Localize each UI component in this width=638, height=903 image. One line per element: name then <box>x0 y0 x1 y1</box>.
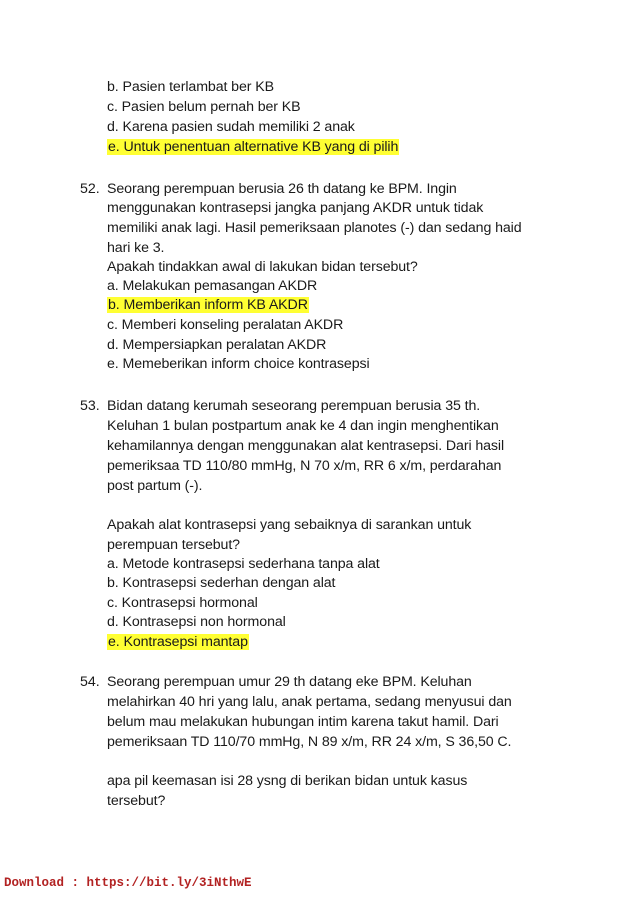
q52-option-d: d. Mempersiapkan peralatan AKDR <box>107 337 327 353</box>
q53-option-e-answer <box>107 633 249 651</box>
q54-question: tersebut? <box>107 793 166 809</box>
q53-text-line: post partum (-). <box>107 478 203 494</box>
q53-question: Apakah alat kontrasepsi yang sebaiknya di sarankan untuk <box>107 517 472 533</box>
question-number-54: 54. <box>80 674 100 690</box>
q54-text-line: melahirkan 40 hri yang lalu, anak pertama, sedang menyusui dan <box>107 694 512 710</box>
option-e-answer <box>107 138 399 156</box>
q53-option-a: a. Metode kontrasepsi sederhana tanpa alat <box>107 556 380 572</box>
q52-question: Apakah tindakkan awal di lakukan bidan tersebut? <box>107 259 418 275</box>
option-d: d. Karena pasien sudah memiliki 2 anak <box>107 119 355 135</box>
q52-option-c: c. Memberi konseling peralatan AKDR <box>107 317 344 333</box>
q52-text-line: memiliki anak lagi. Hasil pemeriksaan planotes (-) dan sedang haid <box>107 220 522 236</box>
q53-text-line: kehamilannya dengan menggunakan alat kentrasepsi. Dari hasil <box>107 438 505 454</box>
q54-text-line: pemeriksaan TD 110/70 mmHg, N 89 x/m, RR 24 x/m, S 36,50 C. <box>107 734 512 750</box>
q52-option-a: a. Melakukan pemasangan AKDR <box>107 278 318 294</box>
q54-text-line: Seorang perempuan umur 29 th datang eke BPM. Keluhan <box>107 674 472 690</box>
q53-text-line: Bidan datang kerumah seseorang perempuan berusia 35 th. <box>107 398 481 414</box>
question-number-53: 53. <box>80 398 100 414</box>
answer-highlight: b. Memberikan inform KB AKDR <box>108 297 308 313</box>
q52-option-e: e. Memeberikan inform choice kontrasepsi <box>107 356 370 372</box>
option-c: c. Pasien belum pernah ber KB <box>107 99 301 115</box>
q52-text-line: hari ke 3. <box>107 240 165 256</box>
option-b: b. Pasien terlambat ber KB <box>107 79 274 95</box>
answer-highlight: e. Untuk penentuan alternative KB yang di pilih <box>108 139 399 155</box>
download-link[interactable]: Download : https://bit.ly/3iNthwE <box>4 876 252 890</box>
q54-question: apa pil keemasan isi 28 ysng di berikan bidan untuk kasus <box>107 773 468 789</box>
q53-text-line: Keluhan 1 bulan postpartum anak ke 4 dan ingin menghentikan <box>107 418 499 434</box>
q52-text-line: Seorang perempuan berusia 26 th datang ke BPM. Ingin <box>107 181 457 197</box>
q52-text-line: menggunakan kontrasepsi jangka panjang AKDR untuk tidak <box>107 200 484 216</box>
q54-text-line: belum mau melakukan hubungan intim karena takut hamil. Dari <box>107 714 499 730</box>
q52-option-b-answer <box>107 296 309 314</box>
answer-highlight: e. Kontrasepsi mantap <box>108 634 248 650</box>
q53-option-d: d. Kontrasepsi non hormonal <box>107 614 286 630</box>
q53-text-line: pemeriksaa TD 110/80 mmHg, N 70 x/m, RR 6 x/m, perdarahan <box>107 458 502 474</box>
q53-option-b: b. Kontrasepsi sederhan dengan alat <box>107 575 336 591</box>
question-number-52: 52. <box>80 181 100 197</box>
q53-option-c: c. Kontrasepsi hormonal <box>107 595 258 611</box>
q53-question: perempuan tersebut? <box>107 537 240 553</box>
